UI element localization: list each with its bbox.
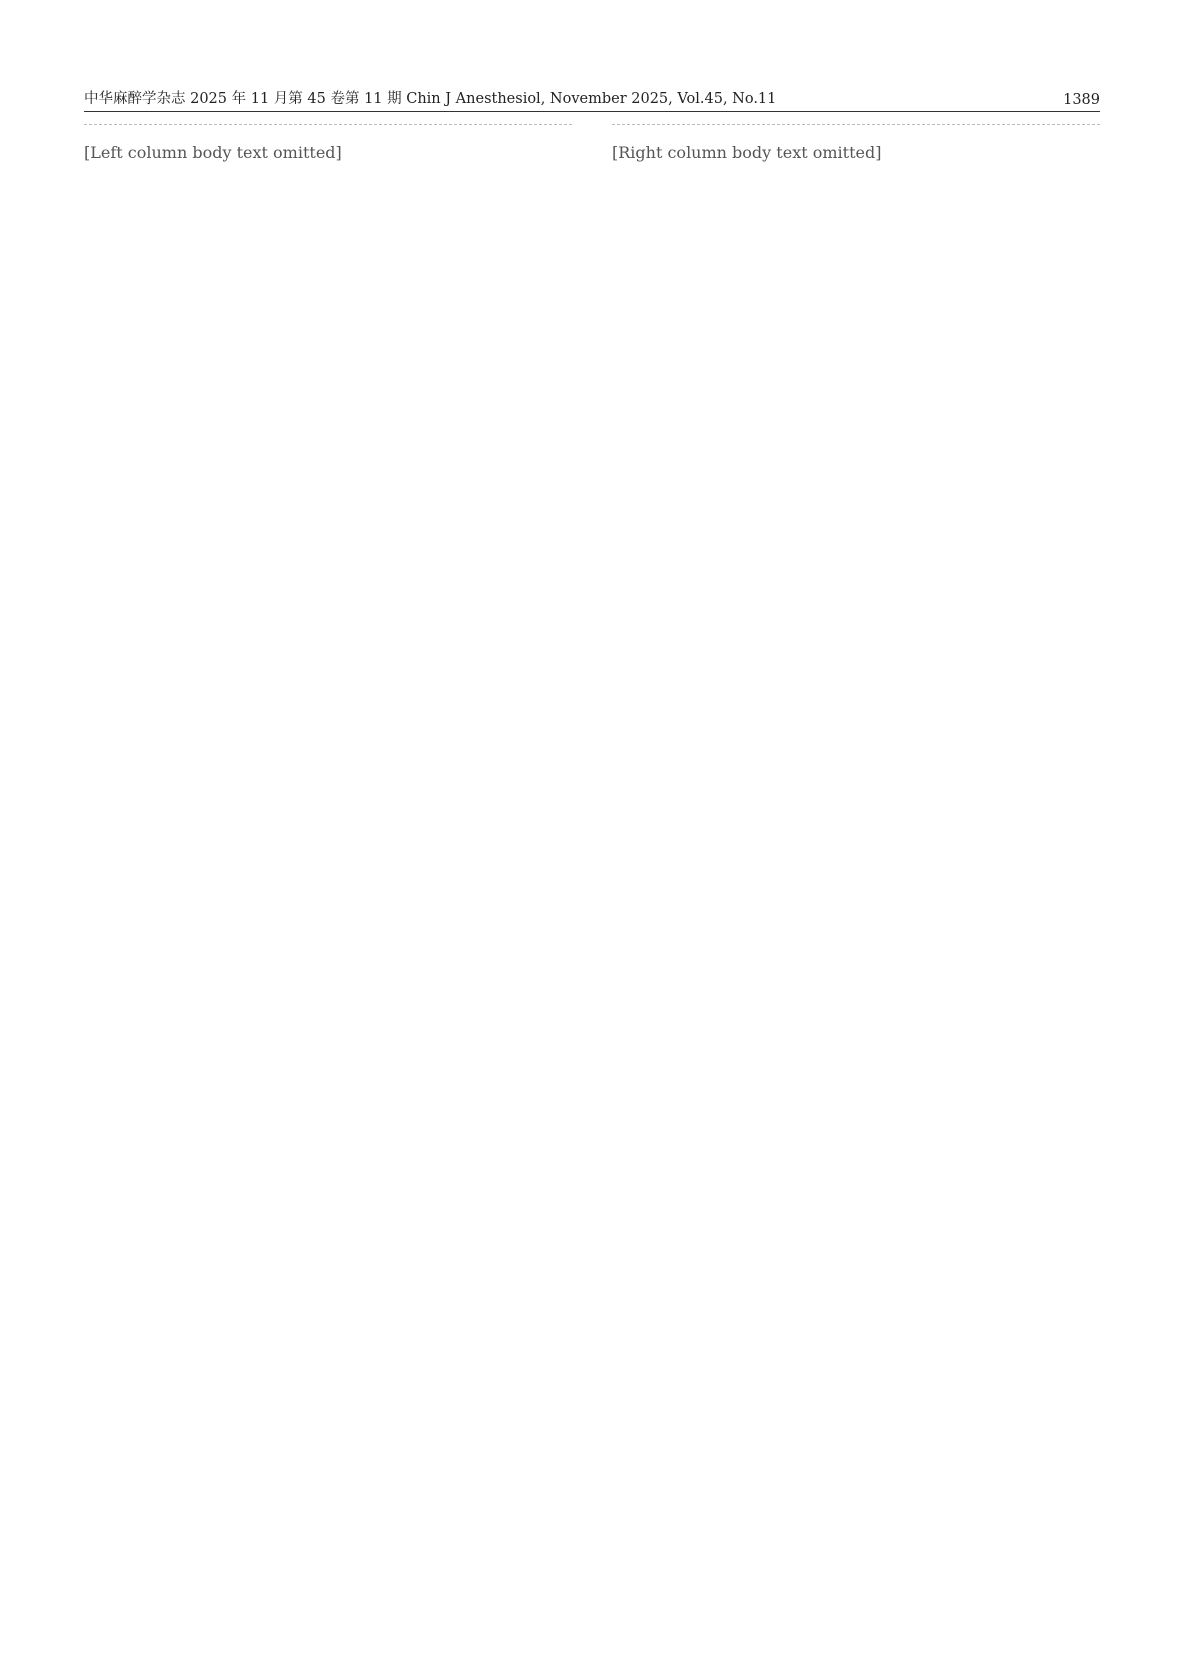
article-body (84, 124, 1100, 1574)
journal-citation: 中华麻醉学杂志 2025 年 11 月第 45 卷第 11 期 Chin J Anesthesiol, November 2025, Vol.45, No.11 (84, 91, 777, 107)
running-header (84, 82, 1100, 108)
left-column-placeholder: [Left column body text omitted] (84, 124, 572, 181)
header-rule (84, 111, 1100, 112)
left-column (84, 124, 572, 1574)
right-column (612, 124, 1100, 1574)
page-number: 1389 (1063, 92, 1100, 108)
right-column-placeholder: [Right column body text omitted] (612, 124, 1100, 181)
